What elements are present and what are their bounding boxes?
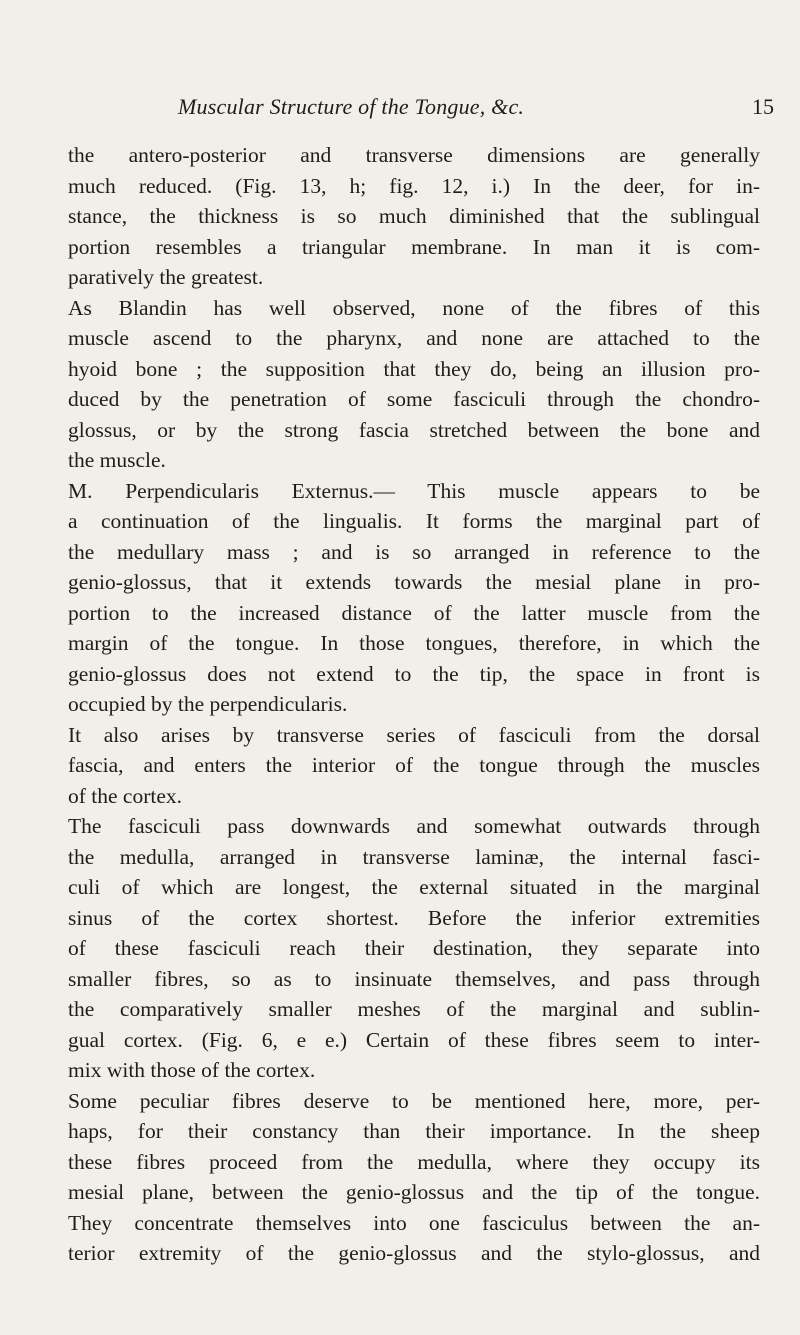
text-line: stance, the thickness is so much diminished that the sublingual xyxy=(68,204,760,228)
text-line: genio-glossus, that it extends towards the mesial plane in pro- xyxy=(68,570,760,594)
text-line: mesial plane, between the genio-glossus and the tip of the tongue. xyxy=(68,1180,760,1204)
page-number: 15 xyxy=(752,94,774,119)
paragraph xyxy=(68,140,760,293)
text-line: culi of which are longest, the external situated in the marginal xyxy=(68,875,760,899)
text-line: these fibres proceed from the medulla, where they occupy its xyxy=(68,1149,760,1174)
paragraph xyxy=(68,1086,760,1269)
text-line: of the cortex. xyxy=(68,783,183,808)
text-line: a continuation of the lingualis. It forms the marginal part of xyxy=(68,509,760,533)
text-line: sinus of the cortex shortest. Before the inferior extremities xyxy=(68,905,760,930)
running-title: Muscular Structure of the Tongue, &c. xyxy=(178,94,525,119)
text-line: duced by the penetration of some fasciculi through the chondro- xyxy=(68,387,760,411)
text-line: They concentrate themselves into one fasciculus between the an- xyxy=(68,1210,760,1235)
text-line: the medulla, arranged in transverse laminæ, the internal fasci- xyxy=(68,844,760,869)
text-line: hyoid bone ; the supposition that they do, being an illusion pro- xyxy=(68,356,760,381)
text-line: As Blandin has well observed, none of the fibres of this xyxy=(68,295,760,320)
text-line: muscle ascend to the pharynx, and none are attached to the xyxy=(68,326,760,350)
text-line: gual cortex. (Fig. 6, e e.) Certain of these fibres seem to inter- xyxy=(68,1027,760,1052)
text-line: Some peculiar fibres deserve to be mentioned here, more, per- xyxy=(68,1088,760,1113)
text-line: genio-glossus does not extend to the tip, the space in front is xyxy=(68,661,760,686)
text-line: The fasciculi pass downwards and somewhat outwards through xyxy=(68,814,760,838)
text-line: margin of the tongue. In those tongues, therefore, in which the xyxy=(68,631,760,655)
text-line: haps, for their constancy than their importance. In the sheep xyxy=(68,1119,760,1143)
text-line: It also arises by transverse series of fasciculi from the dorsal xyxy=(68,722,760,747)
text-line: terior extremity of the genio-glossus and the stylo-glossus, and xyxy=(68,1241,760,1265)
text-line: the comparatively smaller meshes of the marginal and sublin- xyxy=(68,997,760,1021)
text-line: the medullary mass ; and is so arranged in reference to the xyxy=(68,539,760,564)
page-header xyxy=(0,92,800,128)
text-line: portion resembles a triangular membrane. In man it is com- xyxy=(68,234,760,259)
paragraph xyxy=(68,476,760,720)
text-line: of these fasciculi reach their destination, they separate into xyxy=(68,936,760,960)
text-line: smaller fibres, so as to insinuate themselves, and pass through xyxy=(68,966,760,991)
text-line: the muscle. xyxy=(68,448,166,472)
text-line: portion to the increased distance of the latter muscle from the xyxy=(68,600,760,625)
paragraph xyxy=(68,720,760,812)
text-line: M. Perpendicularis Externus.— This muscle appears to be xyxy=(68,478,760,503)
text-line: mix with those of the cortex. xyxy=(68,1058,316,1082)
text-line: glossus, or by the strong fascia stretched between the bone and xyxy=(68,417,760,442)
text-line: the antero-posterior and transverse dimensions are generally xyxy=(68,143,760,167)
text-line: much reduced. (Fig. 13, h; fig. 12, i.) In the deer, for in- xyxy=(68,173,760,198)
text-line: fascia, and enters the interior of the tongue through the muscles xyxy=(68,753,760,777)
paragraph xyxy=(68,811,760,1086)
text-line: paratively the greatest. xyxy=(68,265,264,289)
body-text xyxy=(68,140,760,1269)
text-line: occupied by the perpendicularis. xyxy=(68,692,348,716)
paragraph xyxy=(68,293,760,476)
